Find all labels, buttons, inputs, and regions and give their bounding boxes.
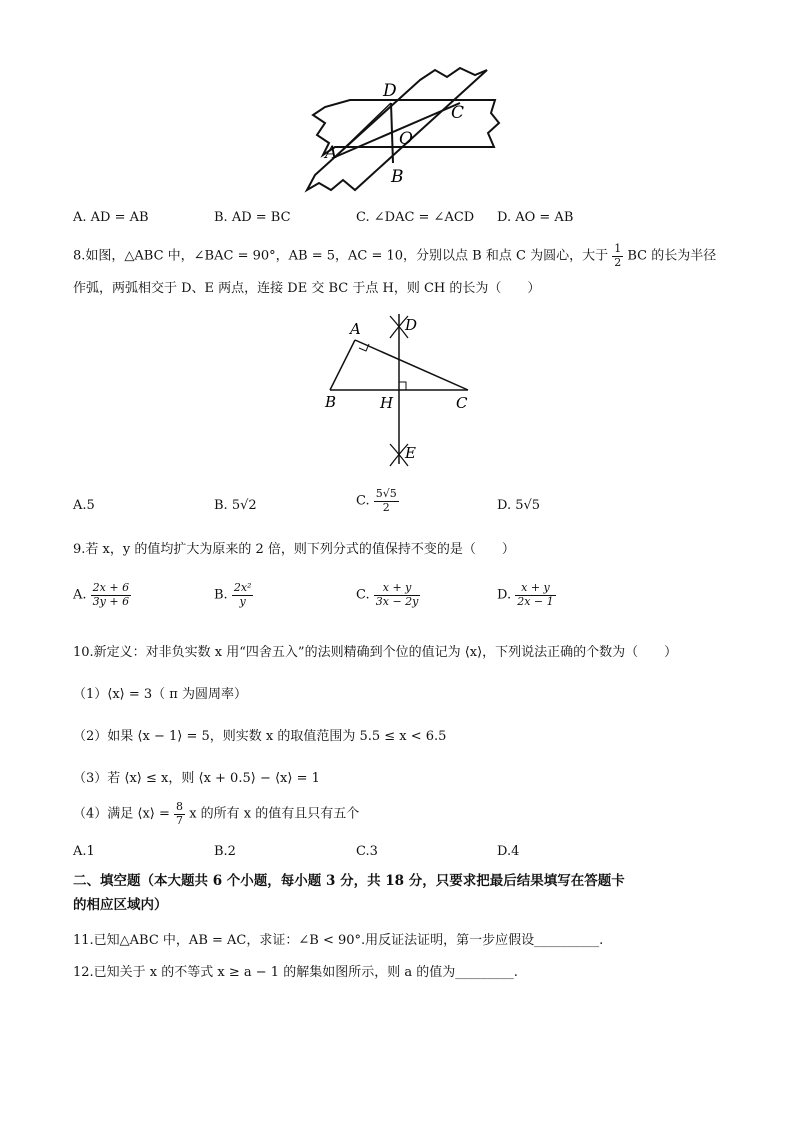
fig1-label-b: B [391, 167, 404, 187]
section2-heading-line2: 的相应区域内） [73, 897, 168, 913]
q9-option-d-den: 2x − 1 [517, 594, 554, 608]
q9-option-c [356, 582, 420, 608]
q9-option-a-prefix: A. [73, 587, 87, 603]
q9-option-d [497, 582, 556, 608]
parallelogram-figure [295, 65, 505, 200]
q8-stem-part1: 8.如图，△ABC 中，∠BAC = 90°，AB = 5，AC = 10，分别以点 B 和点 C 为圆心，大于 [73, 248, 609, 264]
q10-statement-4-part1: （4）满足 ⟨x⟩ = [73, 806, 170, 822]
q12-text: 12.已知关于 x 的不等式 x ≥ a − 1 的解集如图所示，则 a 的值为_________. [73, 965, 518, 980]
q7-option-b: B. AD = BC [214, 210, 291, 225]
triangle-figure [320, 312, 480, 470]
q9-option-c-fraction [374, 582, 421, 608]
q10-option-d: D.4 [497, 844, 520, 859]
fig1-label-o: O [399, 129, 413, 149]
q9-option-b-fraction [232, 582, 254, 608]
q9-option-b-num: 2x² [233, 581, 252, 594]
q11-text: 11.已知△ABC 中，AB = AC，求证：∠B < 90°.用反证法证明，第一步应假设__________. [73, 933, 604, 948]
q10-option-b: B.2 [214, 844, 236, 859]
q9-option-a-den: 3y + 6 [92, 594, 130, 608]
q8-frac-num: 1 [614, 242, 622, 255]
q10-option-a: A.1 [73, 844, 95, 859]
fig2-label-d: D [405, 316, 418, 334]
q8-option-c-num: 5√5 [375, 487, 397, 500]
q10-statement-4-part2: x 的所有 x 的值有且只有五个 [189, 806, 360, 822]
q7-option-c: C. ∠DAC = ∠ACD [356, 210, 475, 225]
q9-option-c-den: 3x − 2y [375, 594, 419, 608]
fig2-label-e: E [405, 444, 416, 462]
q9-stem: 9.若 x，y 的值均扩大为原来的 2 倍，则下列分式的值保持不变的是（ ） [73, 542, 515, 557]
q8-option-d: D. 5√5 [497, 498, 541, 513]
q9-option-a [73, 582, 131, 608]
q10-option-c: C.3 [356, 844, 378, 859]
fig1-label-a: A [325, 143, 338, 163]
q8-frac-den: 2 [614, 255, 622, 269]
q10-statement-4-fraction [174, 801, 185, 827]
q7-option-a: A. AD = AB [73, 210, 149, 225]
q9-option-d-fraction [515, 582, 555, 608]
q8-option-c [356, 488, 399, 514]
q8-stem-line1 [73, 243, 716, 269]
q8-option-c-prefix: C. [356, 493, 370, 509]
fig1-label-c: C [451, 103, 465, 123]
q9-option-d-prefix: D. [497, 587, 512, 603]
q9-option-b [214, 582, 253, 608]
q8-option-a: A.5 [73, 498, 95, 513]
section2-heading-line1: 二、填空题（本大题共 6 个小题，每小题 3 分，共 18 分，只要求把最后结果填写在答题卡 [73, 873, 625, 889]
q10-statement-4-den: 7 [176, 813, 184, 827]
q9-option-b-prefix: B. [214, 587, 228, 603]
fig2-label-c: C [456, 394, 468, 412]
q10-stem: 10.新定义：对非负实数 x 用“四舍五入”的法则精确到个位的值记为 ⟨x⟩，下列说法正确的个数为（ ） [73, 645, 678, 660]
q8-option-c-fraction [374, 488, 399, 514]
fig2-label-a: A [350, 320, 361, 338]
q8-half-fraction [612, 243, 623, 269]
fig2-label-b: B [325, 393, 337, 411]
q9-option-c-num: x + y [374, 582, 421, 596]
q9-option-c-prefix: C. [356, 587, 370, 603]
q10-statement-2: （2）如果 ⟨x − 1⟩ = 5，则实数 x 的取值范围为 5.5 ≤ x < 6.5 [73, 729, 447, 744]
q10-statement-4-num: 8 [176, 800, 184, 813]
q10-statement-3: （3）若 ⟨x⟩ ≤ x，则 ⟨x + 0.5⟩ − ⟨x⟩ = 1 [73, 771, 320, 786]
q9-option-b-den: y [239, 594, 246, 608]
fig1-label-d: D [383, 81, 397, 101]
q8-stem-part2: BC 的长为半径 [627, 248, 717, 264]
q9-option-a-fraction [91, 582, 131, 608]
q9-option-a-num: 2x + 6 [92, 581, 130, 594]
q10-statement-4 [73, 801, 359, 827]
q7-option-d: D. AO = AB [497, 210, 574, 225]
fig2-label-h: H [380, 394, 394, 412]
q10-statement-1: （1）⟨x⟩ = 3（ π 为圆周率） [73, 687, 247, 702]
q8-option-c-den: 2 [382, 500, 390, 514]
q8-stem-line2: 作弧，两弧相交于 D、E 两点，连接 DE 交 BC 于点 H，则 CH 的长为（ ） [73, 281, 541, 296]
q9-option-d-num: x + y [515, 582, 555, 596]
q8-option-b: B. 5√2 [214, 498, 257, 513]
